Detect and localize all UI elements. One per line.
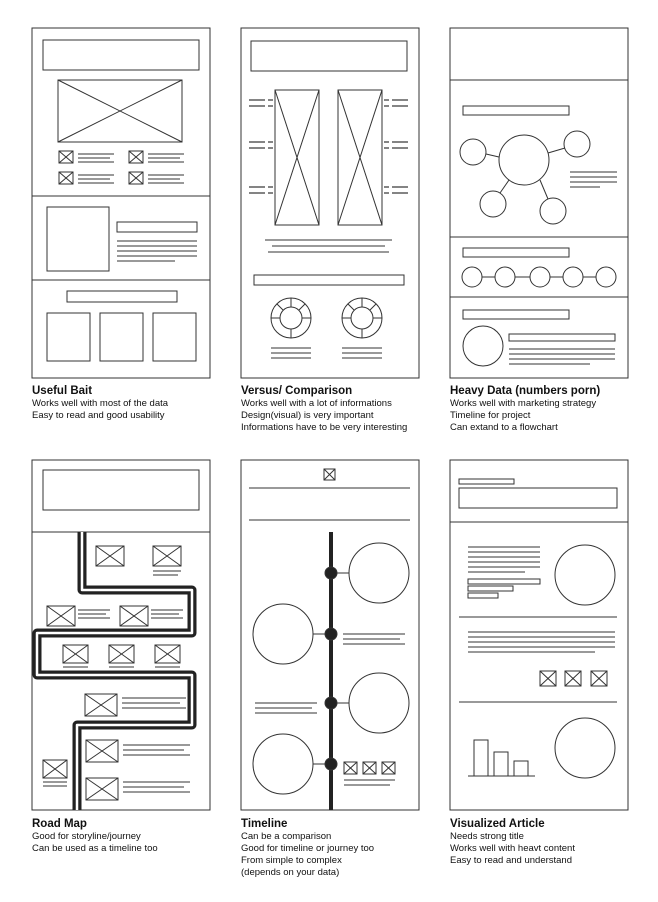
network-text [570, 172, 617, 187]
caption-title: Visualized Article [450, 818, 545, 830]
article-text-1 [468, 547, 540, 572]
caption-line: Informations have to be very interesting [241, 422, 408, 433]
caption-title: Heavy Data (numbers porn) [450, 385, 601, 397]
caption-line: Works well with heavt content [450, 843, 575, 854]
caption-line: Can be used as a timeline too [32, 843, 158, 854]
title-box [43, 470, 199, 510]
stat-text [509, 334, 615, 364]
hero-image-placeholder [58, 80, 182, 142]
title-box [459, 488, 617, 508]
caption-line: Can be a comparison [241, 831, 332, 842]
caption-line: (depends on your data) [241, 867, 340, 878]
road-map-caption [32, 817, 232, 855]
caption-line: Good for storyline/journey [32, 831, 141, 842]
image-box [47, 207, 109, 271]
title-box [43, 40, 199, 70]
icon-list [59, 151, 184, 184]
caption-line: Works well with most of the data [32, 398, 169, 409]
caption-title: Versus/ Comparison [241, 385, 353, 397]
visualized-article-wireframe [450, 460, 628, 810]
versus-comparison-caption [241, 384, 446, 434]
horizontal-bars [468, 579, 540, 598]
useful-bait-wireframe [32, 28, 210, 378]
heavy-data-wireframe [450, 28, 628, 378]
caption-line: Design(visual) is very important [241, 410, 374, 421]
left-figure [275, 90, 319, 225]
title-box [251, 41, 407, 71]
header-icon [324, 469, 335, 480]
center-text [265, 240, 392, 252]
caption-line: Can extand to a flowchart [450, 422, 558, 433]
title-bar [463, 310, 569, 319]
subtitle-box [67, 291, 177, 302]
caption-line: Works well with marketing strategy [450, 398, 597, 409]
title-bar [463, 248, 569, 257]
caption-line: Good for timeline or journey too [241, 843, 375, 854]
right-figure [338, 90, 382, 225]
caption-title: Timeline [241, 818, 288, 830]
caption-line: Easy to read and good usability [32, 410, 165, 421]
text-block [117, 222, 197, 261]
left-donut [271, 298, 311, 338]
caption-line: Timeline for project [450, 410, 531, 421]
event-icons [344, 762, 395, 785]
road-map-wireframe [32, 460, 210, 810]
caption-line: Easy to read and understand [450, 855, 573, 866]
timeline-wireframe [241, 460, 419, 810]
banner-bar [254, 275, 404, 285]
useful-bait-caption [32, 384, 232, 422]
article-circle [555, 718, 615, 778]
callout-lines [249, 100, 408, 193]
article-text-2 [468, 632, 615, 652]
versus-comparison-wireframe [241, 28, 419, 378]
right-donut [342, 298, 382, 338]
article-icons [540, 671, 607, 686]
caption-line: Works well with a lot of informations [241, 398, 392, 409]
caption-line: Needs strong title [450, 831, 524, 842]
stat-circle [463, 326, 503, 366]
process-chain [462, 267, 616, 287]
article-circle [555, 545, 615, 605]
frame [450, 460, 628, 810]
title-bar [463, 106, 569, 115]
timeline-caption [241, 817, 441, 879]
heavy-data-caption [450, 384, 650, 434]
donut-captions [271, 348, 382, 358]
caption-title: Road Map [32, 818, 87, 830]
vertical-bar-chart [468, 740, 535, 776]
kicker-bar [459, 479, 514, 484]
frame [241, 28, 419, 378]
caption-line: From simple to complex [241, 855, 342, 866]
caption-title: Useful Bait [32, 385, 93, 397]
bottom-boxes [47, 313, 196, 361]
visualized-article-caption [450, 817, 650, 867]
